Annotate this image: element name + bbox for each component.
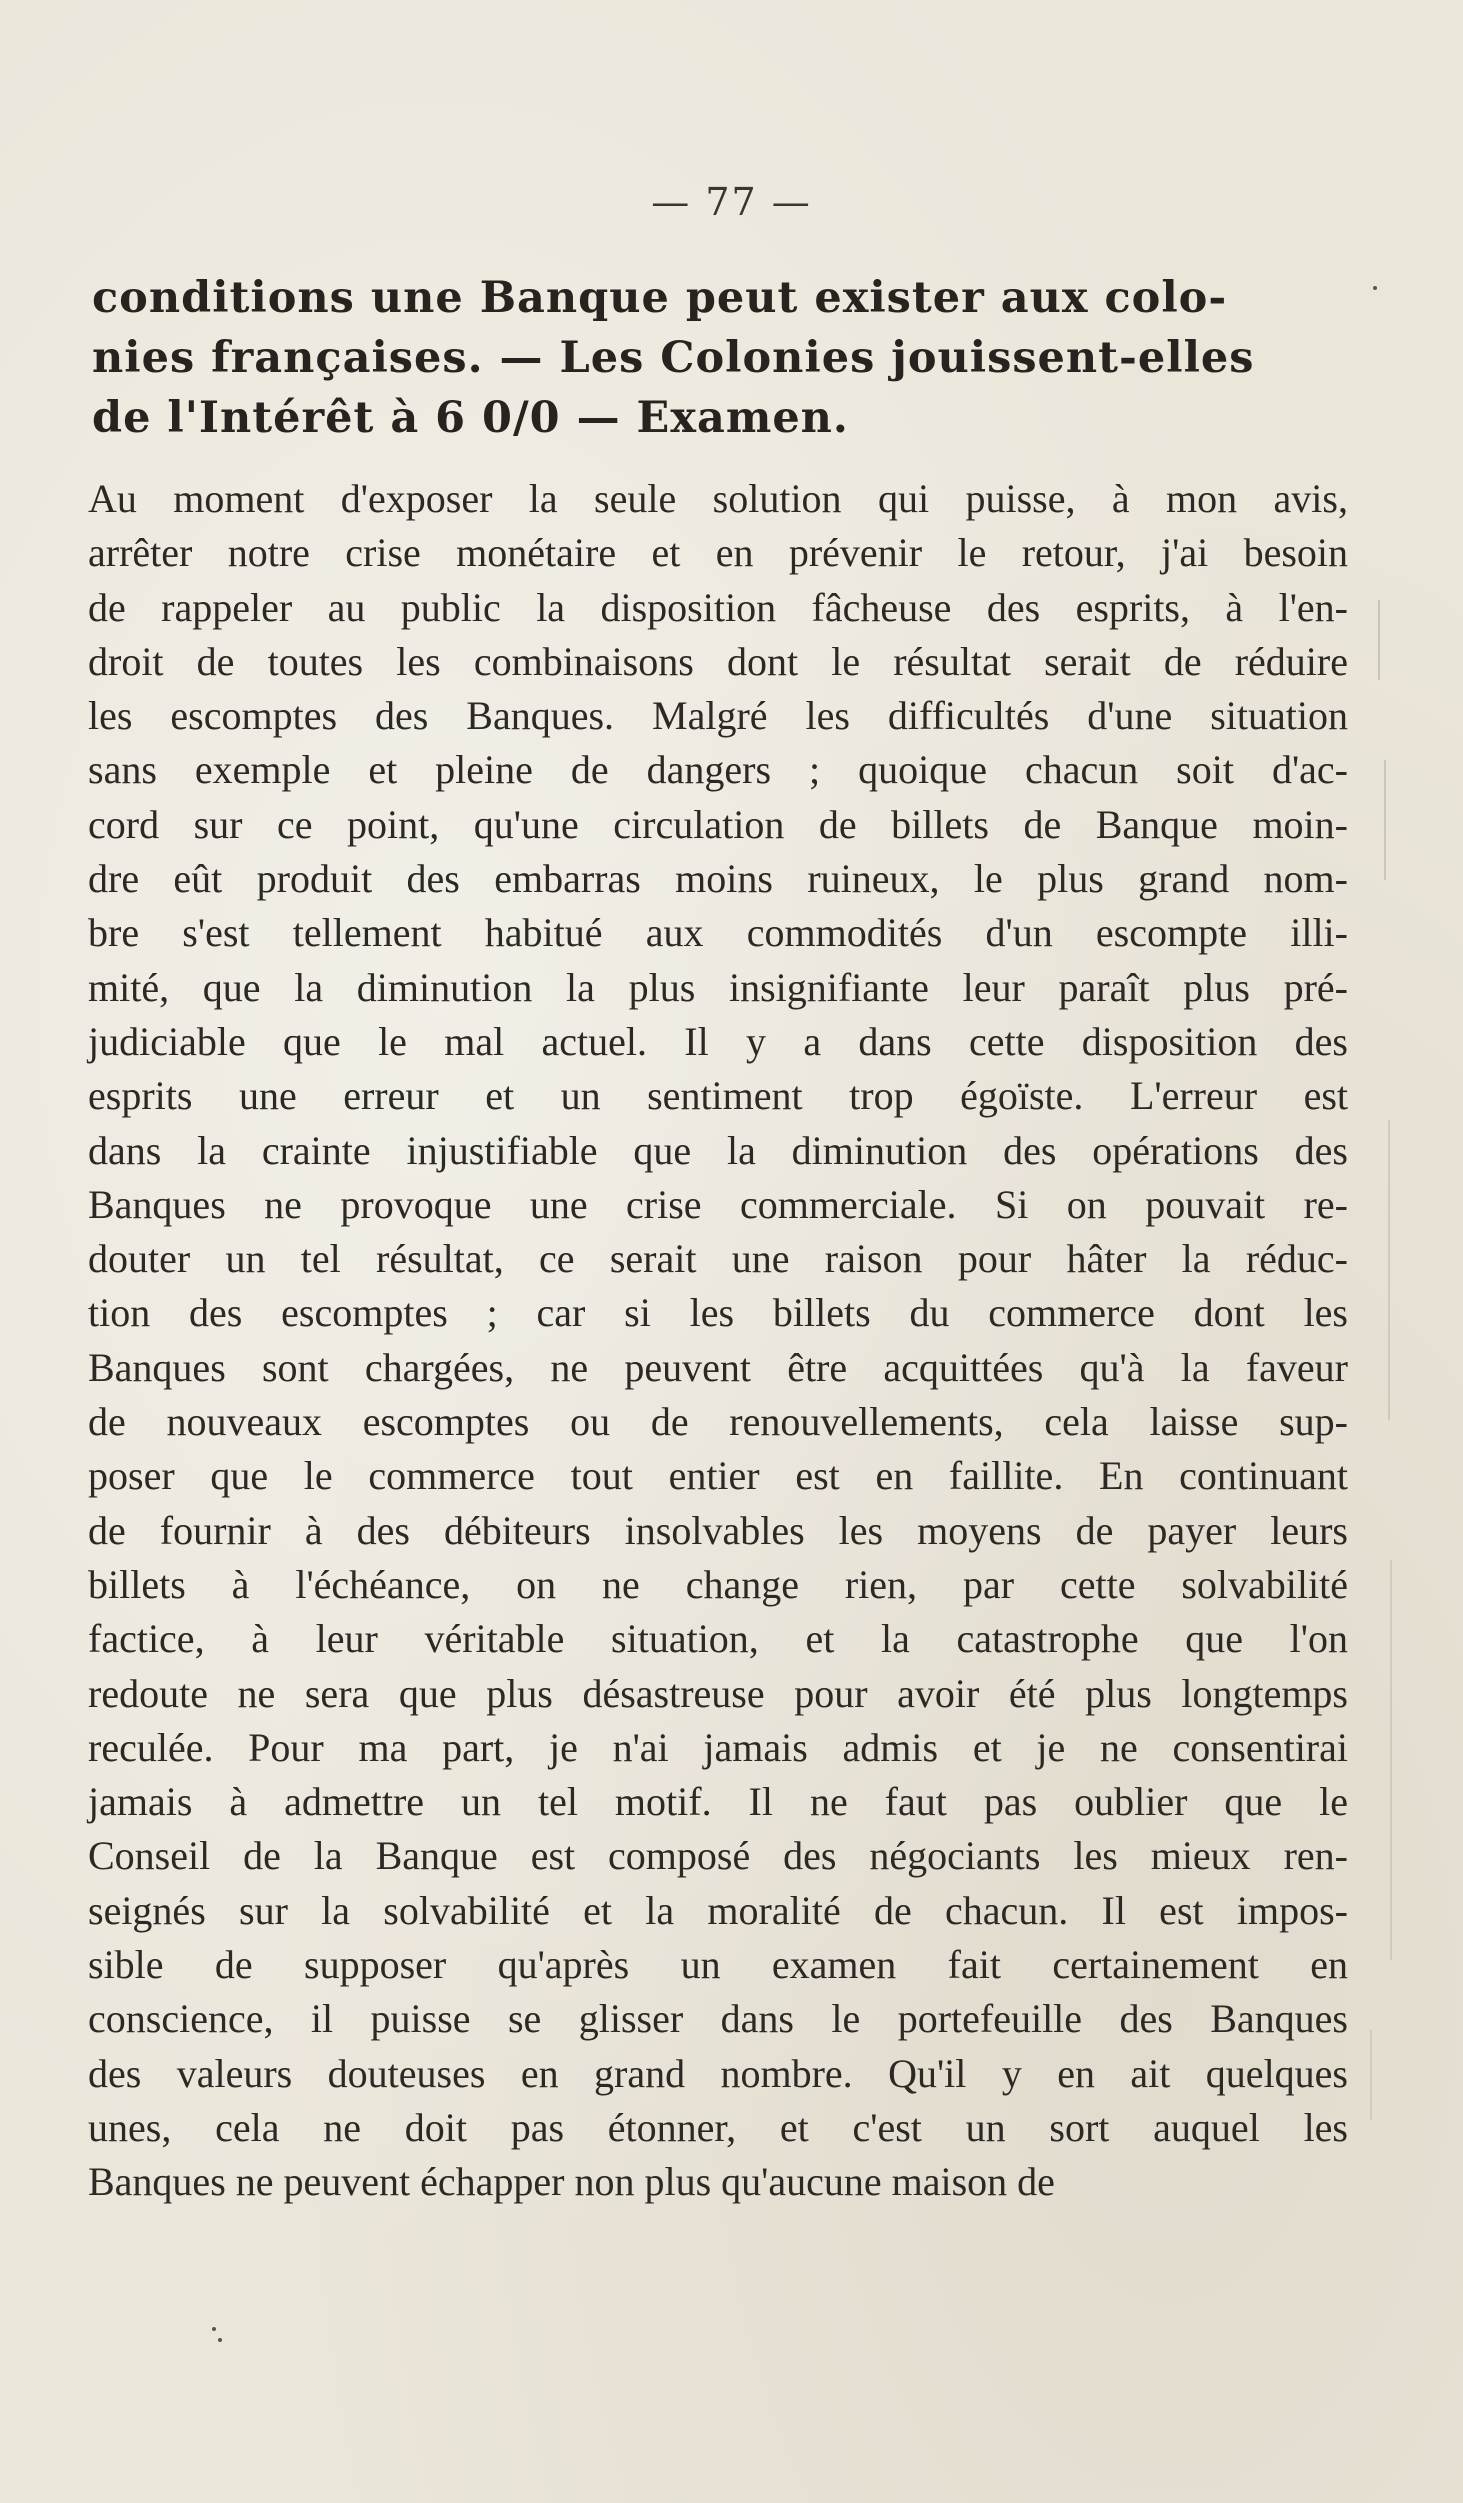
ink-speck bbox=[212, 2327, 216, 2331]
heading-line: nies françaises. — Les Colonies jouissent-elles bbox=[92, 333, 1255, 383]
text-line: les escomptes des Banques. Malgré les difficultés d'une situation bbox=[88, 693, 1348, 739]
text-line: seignés sur la solvabilité et la moralité de chacun. Il est impos- bbox=[88, 1887, 1348, 1933]
text-line: Banques ne provoque une crise commerciale. Si on pouvait re- bbox=[88, 1181, 1348, 1227]
heading-line: conditions une Banque peut exister aux colo- bbox=[92, 273, 1228, 323]
text-line: jamais à admettre un tel motif. Il ne faut pas oublier que le bbox=[88, 1779, 1348, 1825]
text-line: conscience, il puisse se glisser dans le portefeuille des Banques bbox=[88, 1996, 1348, 2042]
show-through-mark bbox=[1378, 600, 1380, 680]
body-paragraph bbox=[88, 472, 1348, 2210]
text-line: Au moment d'exposer la seule solution qui puisse, à mon avis, bbox=[88, 476, 1348, 521]
text-line: mité, que la diminution la plus insignifiante leur paraît plus pré- bbox=[88, 964, 1348, 1010]
text-line: redoute ne sera que plus désastreuse pour avoir été plus longtemps bbox=[88, 1670, 1348, 1716]
ink-speck bbox=[218, 2338, 222, 2342]
text-line: de nouveaux escomptes ou de renouvellements, cela laisse sup- bbox=[88, 1399, 1348, 1445]
heading-line: de l'Intérêt à 6 0/0 — Examen. bbox=[92, 393, 849, 443]
text-line: poser que le commerce tout entier est en faillite. En continuant bbox=[88, 1453, 1348, 1499]
text-line: dans la crainte injustifiable que la diminution des opérations des bbox=[88, 1127, 1348, 1173]
text-line: dre eût produit des embarras moins ruineux, le plus grand nom- bbox=[88, 856, 1348, 902]
text-line: Conseil de la Banque est composé des négociants les mieux ren- bbox=[88, 1833, 1348, 1879]
text-line: cord sur ce point, qu'une circulation de billets de Banque moin- bbox=[88, 801, 1348, 847]
text-line: douter un tel résultat, ce serait une raison pour hâter la réduc- bbox=[88, 1236, 1348, 1282]
text-line: des valeurs douteuses en grand nombre. Qu'il y en ait quelques bbox=[88, 2050, 1348, 2096]
show-through-mark bbox=[1390, 1560, 1392, 1960]
text-line: tion des escomptes ; car si les billets du commerce dont les bbox=[88, 1290, 1348, 1336]
show-through-mark bbox=[1388, 1120, 1390, 1420]
text-line: arrêter notre crise monétaire et en prévenir le retour, j'ai besoin bbox=[88, 530, 1348, 576]
text-line: billets à l'échéance, on ne change rien, par cette solvabilité bbox=[88, 1561, 1348, 1607]
text-line: Banques sont chargées, ne peuvent être acquittées qu'à la faveur bbox=[88, 1344, 1348, 1390]
text-line: reculée. Pour ma part, je n'ai jamais admis et je ne consentirai bbox=[88, 1724, 1348, 1770]
text-line: droit de toutes les combinaisons dont le résultat serait de réduire bbox=[88, 638, 1348, 684]
text-line: factice, à leur véritable situation, et la catastrophe que l'on bbox=[88, 1616, 1348, 1662]
text-line: judiciable que le mal actuel. Il y a dans cette disposition des bbox=[88, 1018, 1348, 1064]
page-number: — 77 — bbox=[651, 180, 812, 224]
text-line: esprits une erreur et un sentiment trop égoïste. L'erreur est bbox=[88, 1073, 1348, 1119]
text-line: Banques ne peuvent échapper non plus qu'aucune maison de bbox=[88, 2159, 1055, 2205]
show-through-mark bbox=[1384, 760, 1386, 880]
text-line: de fournir à des débiteurs insolvables les moyens de payer leurs bbox=[88, 1507, 1348, 1553]
text-line: sible de supposer qu'après un examen fait certainement en bbox=[88, 1942, 1348, 1988]
ink-speck bbox=[1373, 286, 1377, 290]
section-heading bbox=[92, 268, 1342, 448]
text-line: unes, cela ne doit pas étonner, et c'est un sort auquel les bbox=[88, 2104, 1348, 2150]
show-through-mark bbox=[1370, 2030, 1372, 2120]
text-line: sans exemple et pleine de dangers ; quoique chacun soit d'ac- bbox=[88, 747, 1348, 793]
text-line: de rappeler au public la disposition fâcheuse des esprits, à l'en- bbox=[88, 584, 1348, 630]
text-line: bre s'est tellement habitué aux commodités d'un escompte illi- bbox=[88, 910, 1348, 956]
